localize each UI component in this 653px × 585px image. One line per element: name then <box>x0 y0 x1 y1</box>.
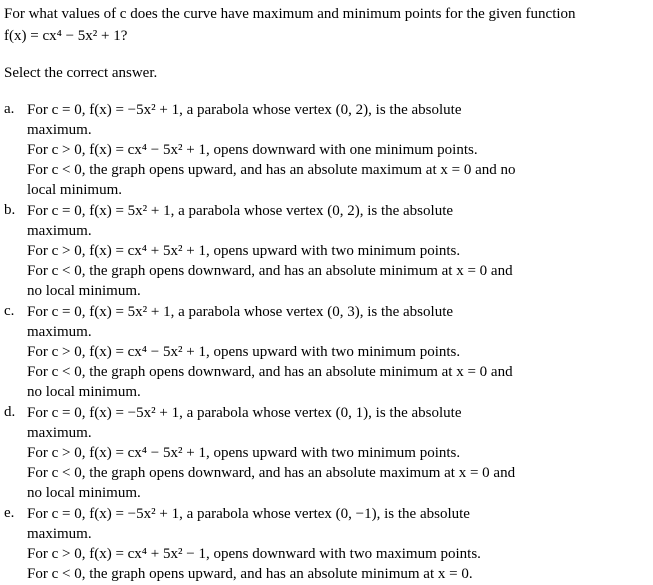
option-text <box>27 302 647 402</box>
option-line: For c > 0, f(x) = cx⁴ − 5x² + 1, opens upward with two minimum points. <box>27 344 461 360</box>
option-line: For c = 0, f(x) = −5x² + 1, a parabola whose vertex (0, 2), is the absolute <box>27 102 462 118</box>
option-line: maximum. <box>27 223 92 239</box>
option-line: For c < 0, the graph opens upward, and has an absolute maximum at x = 0 and no <box>27 162 516 178</box>
option-line: local minimum. <box>27 182 122 198</box>
option-line: For c > 0, f(x) = cx⁴ − 5x² + 1, opens upward with two minimum points. <box>27 445 461 461</box>
question-line-2: f(x) = cx⁴ − 5x² + 1? <box>4 28 128 44</box>
option-letter: c. <box>4 303 15 319</box>
question-line-1: For what values of c does the curve have maximum and minimum points for the given function <box>4 6 576 22</box>
option-text <box>27 403 647 503</box>
option-line: no local minimum. <box>27 384 141 400</box>
option-line: no local minimum. <box>27 485 141 501</box>
option-line: For c > 0, f(x) = cx⁴ − 5x² + 1, opens downward with one minimum points. <box>27 142 478 158</box>
option-text <box>27 201 647 301</box>
option-text <box>27 100 647 200</box>
option-line: For c = 0, f(x) = −5x² + 1, a parabola whose vertex (0, −1), is the absolute <box>27 506 470 522</box>
option-line: For c < 0, the graph opens downward, and has an absolute maximum at x = 0 and <box>27 465 516 481</box>
option-line: For c > 0, f(x) = cx⁴ + 5x² + 1, opens upward with two minimum points. <box>27 243 461 259</box>
option-line: For c > 0, f(x) = cx⁴ + 5x² − 1, opens downward with two maximum points. <box>27 546 481 562</box>
option-line: For c < 0, the graph opens downward, and has an absolute minimum at x = 0 and <box>27 263 513 279</box>
option-text <box>27 504 647 584</box>
option-line: For c = 0, f(x) = 5x² + 1, a parabola whose vertex (0, 2), is the absolute <box>27 203 454 219</box>
question-text <box>4 3 649 47</box>
option-line: For c < 0, the graph opens downward, and has an absolute minimum at x = 0 and <box>27 364 513 380</box>
option-letter: d. <box>4 404 16 420</box>
option-line: For c < 0, the graph opens upward, and has an absolute minimum at x = 0. <box>27 566 473 582</box>
option-letter: b. <box>4 202 16 218</box>
option-letter: e. <box>4 505 15 521</box>
option-line: no local minimum. <box>27 283 141 299</box>
option-line: For c = 0, f(x) = 5x² + 1, a parabola whose vertex (0, 3), is the absolute <box>27 304 454 320</box>
instruction-text: Select the correct answer. <box>4 65 158 81</box>
option-line: maximum. <box>27 425 92 441</box>
option-line: maximum. <box>27 324 92 340</box>
option-line: For c = 0, f(x) = −5x² + 1, a parabola whose vertex (0, 1), is the absolute <box>27 405 462 421</box>
option-line: maximum. <box>27 122 92 138</box>
option-letter: a. <box>4 101 15 117</box>
option-line: maximum. <box>27 526 92 542</box>
